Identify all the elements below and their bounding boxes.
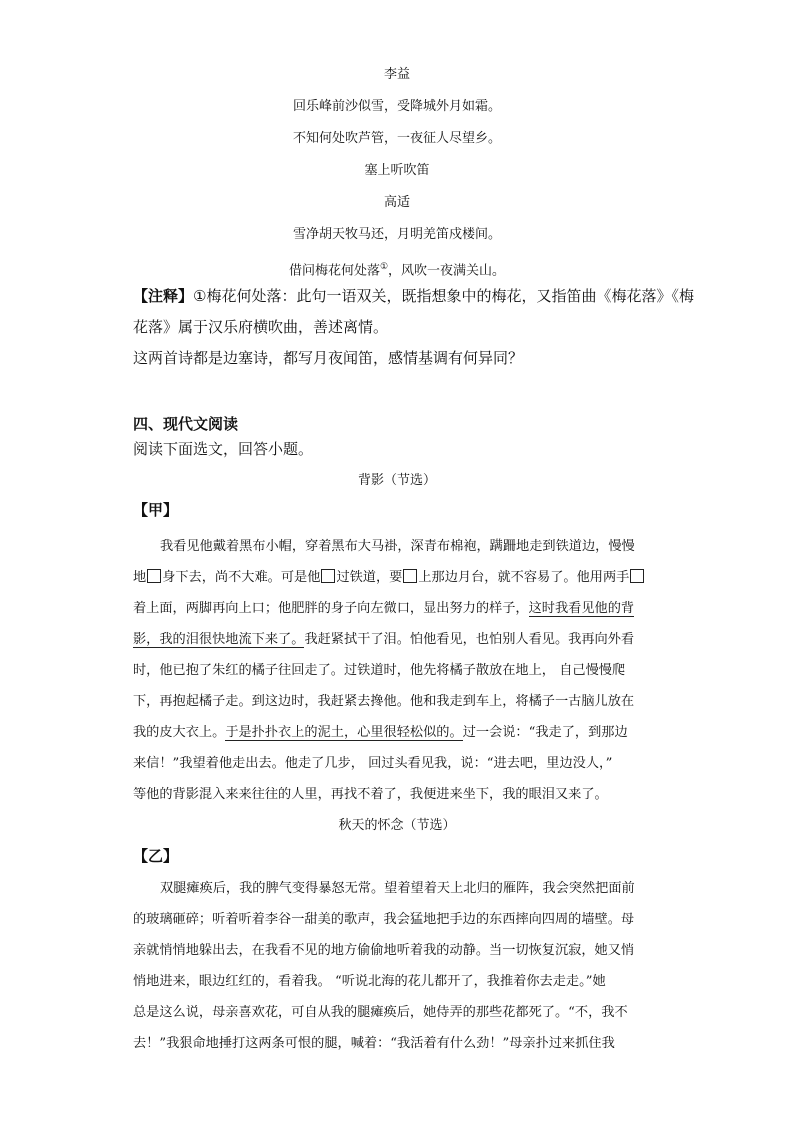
underlined-sentence-1a: 这时我看见他的背 [528,601,635,616]
section-instruction: 阅读下面选文，回答小题。 [133,440,314,458]
underlined-sentence-1b: 影，我的泪很快地流下来了。 [133,632,305,647]
passage1-line-2a: 地 [133,570,147,585]
passage1-line-1: 我看见他戴着黑布小帽，穿着黑布大马褂，深青布棉袍，蹒跚地走到铁道边，慢慢 [160,539,635,554]
passage2-line-2: 的玻璃砸碎；听着听着李谷一甜美的歌声，我会猛地把手边的东西摔向四周的墙壁。母 [133,912,635,927]
poem2-author: 高适 [383,195,410,210]
passage1-line-3a: 着上面，两脚再向上口；他肥胖的身子向左微口，显出努力的样子， [133,601,529,616]
note-label: 【注释】 [133,287,194,305]
question-text: 这两首诗都是边塞诗，都写月夜闻笛，感情基调有何异同？ [133,349,524,367]
blank-box [403,569,417,583]
passage1-line-8: 来信！”我望着他走出去。他走了几步， 回过头看见我，说：“进去吧，里边没人，” [133,756,613,771]
blank-box [321,569,335,583]
passage2-line-1: 双腿瘫痪后，我的脾气变得暴怒无常。望着望着天上北归的雁阵，我会突然把面前 [160,881,635,896]
passage1-line-6: 下，再抱起橘子走。到这边时，我赶紧去搀他。他和我走到车上，将橘子一古脑儿放在 [133,694,635,709]
passage1-line-2d: 上那边月台，就不容易了。他用两手 [418,570,630,585]
passage2-line-5: 总是这么说，母亲喜欢花，可自从我的腿瘫痪后，她侍弄的那些花都死了。“不，我不 [133,1005,628,1020]
passage1-line-5: 时，他已抱了朱红的橘子往回走了。过铁道时，他先将橘子散放在地上， 自己慢慢爬 [133,663,626,678]
note-line-1 [133,286,694,306]
passage1-line-4b: 我赶紧拭干了泪。怕他看见，也怕别人看见。我再向外看 [304,632,635,647]
poem1-line-2: 不知何处吹芦管，一夜征人尽望乡。 [292,131,501,146]
passage1-line-2c: 过铁道，要 [336,570,403,585]
poem2-line-1: 雪净胡天牧马还，月明羌笛戍楼间。 [292,227,501,242]
passage2-label: 【乙】 [133,847,179,865]
passage1-label: 【甲】 [133,501,179,519]
passage1-line-4 [133,631,663,649]
passage1-line-2b: 身下去，尚不大难。可是他 [162,570,321,585]
passage2-title: 秋天的怀念（节选） [338,818,456,833]
poem2-title: 塞上听吹笛 [364,163,430,178]
poem2-line-2-post: ，风吹一夜满关山。 [388,263,506,279]
poem2-line-2-pre: 借问梅花何处落 [288,263,380,279]
note-text-1: ①梅花何处落：此句一语双关，既指想象中的梅花，又指笛曲《梅花落》《梅 [193,287,694,305]
poem1-line-1: 回乐峰前沙似雪，受降城外月如霜。 [292,99,501,114]
passage2-line-6: 去！”我狠命地捶打这两条可恨的腿，喊着：“我活着有什么劲！”母亲扑过来抓住我 [133,1036,615,1051]
passage2-line-3: 亲就悄悄地躲出去，在我看不见的地方偷偷地听着我的动静。当一切恢复沉寂，她又悄 [133,943,635,958]
passage1-line-7 [133,724,663,742]
blank-box [147,569,161,583]
blank-box [630,569,644,583]
poem1-author: 李益 [383,67,410,82]
note-line-2: 花落》属于汉乐府横吹曲，善述离情。 [133,318,389,336]
passage1-line-7b: 过一会说：“我走了，到那边 [462,725,628,740]
underlined-sentence-2: 于是扑扑衣上的泥土，心里很轻松似的。 [225,725,463,740]
poem2-line-2 [0,258,794,280]
passage1-line-2 [133,569,663,587]
passage1-line-9: 等他的背影混入来来往往的人里，再找不着了，我便进来坐下，我的眼泪又来了。 [133,787,608,802]
footnote-marker: ① [379,262,389,272]
section-heading: 四、现代文阅读 [133,415,239,433]
passage1-line-7a: 我的皮大衣上。 [133,725,226,740]
passage2-line-4: 悄地进来，眼边红红的，看着我。 “听说北海的花儿都开了，我推着你去走走。”她 [133,974,606,989]
passage1-title: 背影（节选） [357,473,436,488]
passage1-line-3 [133,600,663,618]
